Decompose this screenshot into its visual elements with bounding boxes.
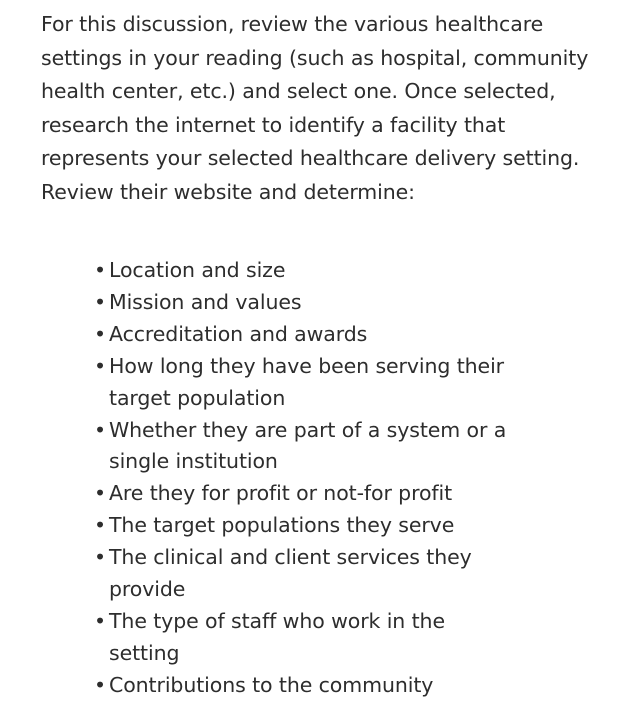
list-item — [94, 670, 614, 702]
bullet-icon: • — [94, 321, 106, 346]
list-item — [94, 606, 614, 670]
list-item-text: Are they for profit or not-for profit — [109, 481, 453, 506]
list-item — [94, 255, 614, 287]
intro-line: For this discussion, review the various healthcare — [41, 12, 544, 36]
intro-line: Review their website and determine: — [41, 179, 415, 204]
list-item-text: Whether they are part of a system or a — [109, 417, 507, 442]
list-item — [94, 542, 614, 606]
list-item — [94, 478, 614, 510]
criteria-list — [94, 255, 614, 702]
list-item — [94, 510, 614, 542]
list-item-text: How long they have been serving their — [109, 353, 504, 378]
list-item — [94, 319, 614, 351]
list-item — [94, 415, 614, 479]
list-item-text: single institution — [109, 449, 278, 474]
list-item-text: Contributions to the community — [109, 672, 434, 697]
list-item-text: The target populations they serve — [109, 513, 455, 538]
bullet-icon: • — [94, 513, 106, 538]
list-item-text: The clinical and client services they — [109, 545, 472, 570]
list-item-text: provide — [109, 577, 186, 602]
list-item — [94, 351, 614, 415]
list-item-text: Mission and values — [109, 289, 302, 314]
list-item — [94, 287, 614, 319]
bullet-icon: • — [94, 545, 106, 570]
list-item-text: setting — [109, 640, 180, 665]
list-item-text: Location and size — [109, 258, 286, 282]
bullet-icon: • — [94, 608, 106, 633]
bullet-icon: • — [94, 289, 106, 314]
intro-paragraph — [41, 8, 601, 210]
bullet-icon: • — [94, 258, 106, 282]
bullet-icon: • — [94, 417, 106, 442]
intro-line: health center, etc.) and select one. Once selected, — [41, 79, 556, 104]
intro-line: research the internet to identify a facility that — [41, 112, 506, 137]
list-item-text: The type of staff who work in the — [109, 608, 445, 633]
intro-line: represents your selected healthcare delivery setting. — [41, 146, 580, 171]
intro-line: settings in your reading (such as hospital, community — [41, 45, 589, 70]
list-item-text: target population — [109, 385, 286, 410]
list-item-text: Accreditation and awards — [109, 321, 368, 346]
bullet-icon: • — [94, 481, 106, 506]
bullet-icon: • — [94, 672, 106, 697]
bullet-icon: • — [94, 353, 106, 378]
